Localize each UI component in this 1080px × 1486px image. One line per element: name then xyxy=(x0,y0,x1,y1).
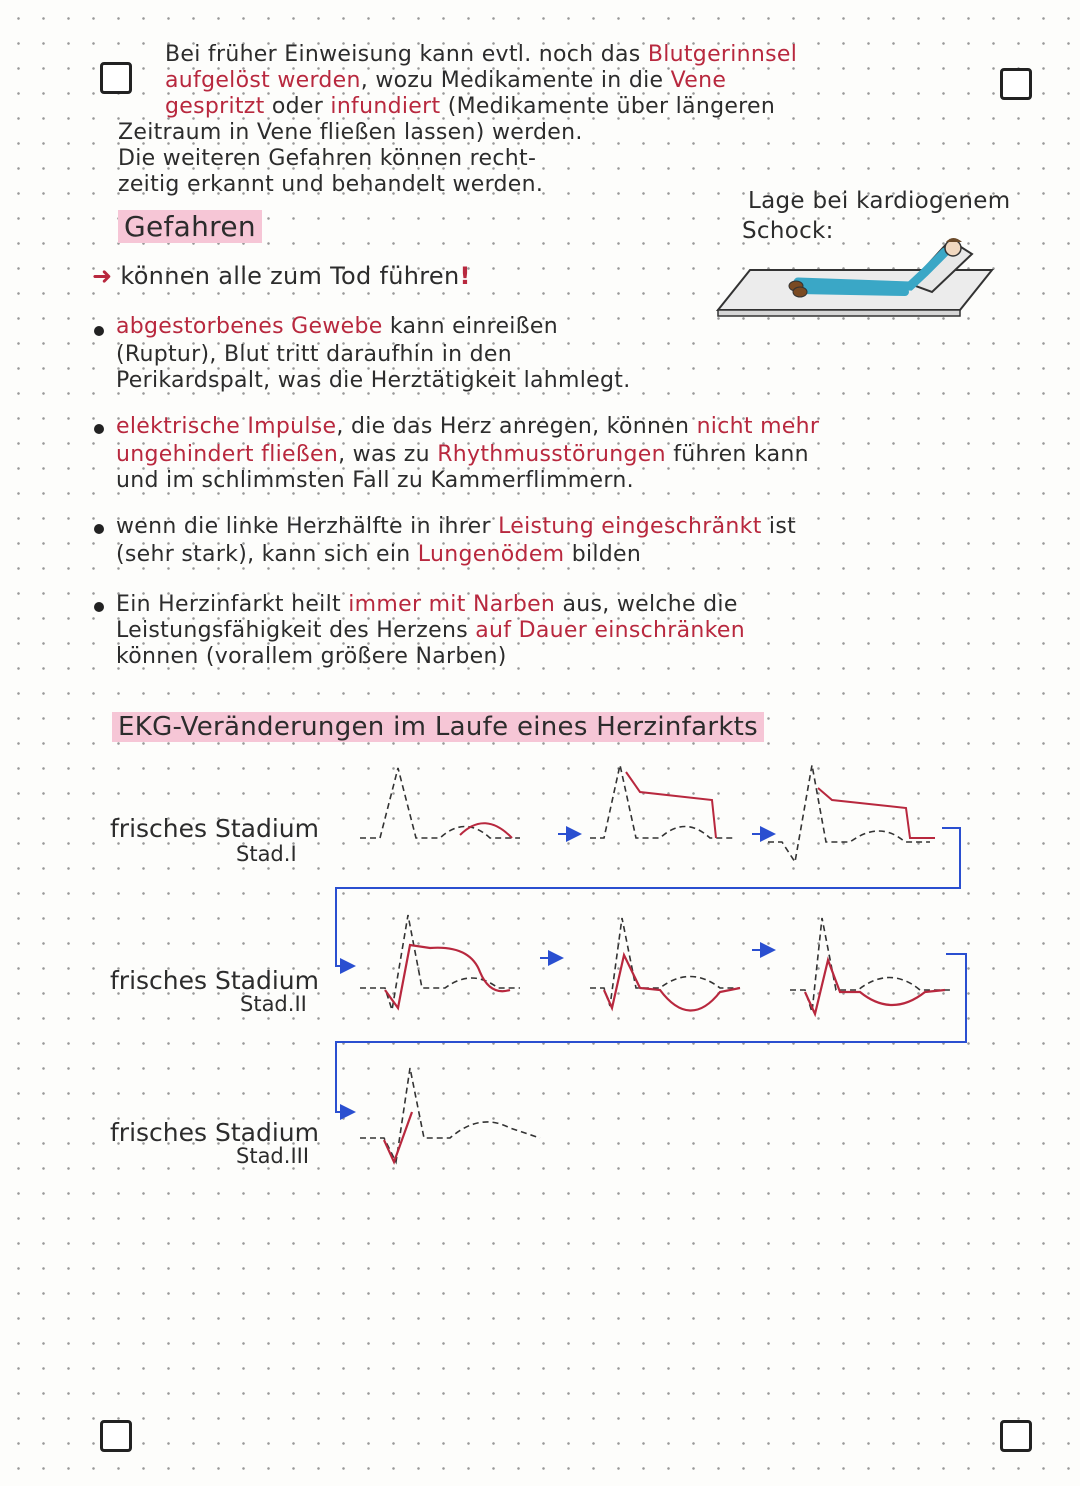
ekg-trace xyxy=(790,918,950,1012)
ekg-trace xyxy=(590,918,740,1006)
ekg-trace xyxy=(590,765,735,838)
text: aufgelöst werden xyxy=(165,68,361,93)
bullet-line xyxy=(116,592,738,617)
ekg-pathologic-wave xyxy=(604,955,740,1011)
stage-sub-label: Stad.II xyxy=(240,992,307,1016)
intro-line xyxy=(165,42,797,67)
text: Ein Herzinfarkt heilt xyxy=(116,592,341,617)
corner-icon-top-left xyxy=(100,62,132,94)
text: kann einreißen xyxy=(389,314,558,339)
ekg-heading xyxy=(112,712,764,742)
text: aus, welche die xyxy=(562,592,738,617)
bullet-dot xyxy=(94,602,104,612)
text: führen kann xyxy=(673,442,809,467)
text: Lungenödem xyxy=(417,542,565,567)
patient-illustration xyxy=(710,232,1000,327)
intro-line xyxy=(165,94,775,119)
text: Blutgerinnsel xyxy=(647,42,798,67)
bullet-dot xyxy=(94,524,104,534)
text: Rhythmusstörungen xyxy=(437,442,666,467)
text: Leistung eingeschränkt xyxy=(498,514,762,539)
corner-icon-top-right xyxy=(1000,68,1032,100)
bullet-line xyxy=(116,514,796,539)
dangers-subtitle xyxy=(92,262,471,290)
stage-sub-label: Stad.I xyxy=(236,842,297,866)
bullet-line xyxy=(116,442,809,467)
text: , was zu xyxy=(338,442,430,467)
text: elektrische Impulse xyxy=(116,414,337,439)
bullet-dot xyxy=(94,326,104,336)
ekg-trace xyxy=(360,915,520,1010)
bullet-line xyxy=(116,414,819,439)
dangers-heading xyxy=(118,210,262,243)
text: (sehr stark), kann sich ein xyxy=(116,542,411,567)
intro-line xyxy=(165,68,726,93)
stage-label: frisches Stadium xyxy=(110,1118,319,1147)
text: können alle zum Tod führen xyxy=(120,262,460,290)
dangers-heading-text: Gefahren xyxy=(118,210,262,243)
ekg-row-stage-3 xyxy=(360,1068,540,1162)
text: gespritzt xyxy=(165,94,265,119)
bullet-line: können (vorallem größere Narben) xyxy=(116,644,507,669)
stage-connector xyxy=(336,828,960,966)
intro-line: Zeitraum in Vene fließen lassen) werden. xyxy=(118,120,583,145)
ekg-pathologic-wave xyxy=(384,1112,412,1162)
shock-caption: Lage bei kardiogenem xyxy=(748,188,1011,214)
ekg-row-stage-2 xyxy=(360,915,950,1014)
bullet-line xyxy=(116,314,558,339)
ekg-st-elevation xyxy=(626,772,716,838)
text: Bei früher Einweisung kann evtl. noch das xyxy=(165,42,641,67)
text: ungehindert fließen xyxy=(116,442,339,467)
text: (Medikamente über längeren xyxy=(447,94,776,119)
corner-icon-bottom-right xyxy=(1000,1420,1032,1452)
ekg-heading-text: EKG-Veränderungen im Laufe eines Herzinfarkts xyxy=(112,712,764,742)
stage-label: frisches Stadium xyxy=(110,814,319,843)
text: abgestorbenes Gewebe xyxy=(116,314,383,339)
bullet-line: und im schlimmsten Fall zu Kammerflimmern. xyxy=(116,468,634,493)
text: ist xyxy=(768,514,797,539)
ekg-trace xyxy=(768,765,930,862)
bullet-dot xyxy=(94,424,104,434)
text: Leistungsfähigkeit des Herzens xyxy=(116,618,468,643)
intro-line: zeitig erkannt und behandelt werden. xyxy=(118,172,544,197)
text: infundiert xyxy=(330,94,441,119)
text: , die das Herz anregen, können xyxy=(336,414,690,439)
intro-line: Die weiteren Gefahren können recht- xyxy=(118,146,537,171)
text: auf Dauer einschränken xyxy=(475,618,745,643)
text: oder xyxy=(271,94,324,119)
exclamation-icon: ! xyxy=(459,262,471,290)
ekg-st-elevation xyxy=(818,788,935,838)
text: Vene xyxy=(670,68,727,93)
text: bilden xyxy=(571,542,642,567)
ekg-st-elevation xyxy=(460,823,512,838)
stage-sub-label: Stad.III xyxy=(236,1144,310,1168)
bullet-line xyxy=(116,618,745,643)
corner-icon-bottom-left xyxy=(100,1420,132,1452)
stage-label: frisches Stadium xyxy=(110,966,319,995)
ekg-pathologic-wave xyxy=(385,945,510,1008)
ekg-trace xyxy=(360,768,520,838)
stage-connector xyxy=(336,954,966,1112)
shock-caption: Schock: xyxy=(742,218,834,244)
bullet-line: Perikardspalt, was die Herztätigkeit lahmlegt. xyxy=(116,368,631,393)
arrow-right-icon: ➜ xyxy=(92,262,113,290)
bullet-line: (Ruptur), Blut tritt daraufhin in den xyxy=(116,342,513,367)
text: wenn die linke Herzhälfte in ihrer xyxy=(116,514,491,539)
text: nicht mehr xyxy=(696,414,820,439)
ekg-row-stage-1 xyxy=(360,765,935,862)
text: , wozu Medikamente in die xyxy=(360,68,664,93)
ekg-trace xyxy=(360,1068,540,1162)
text: immer mit Narben xyxy=(348,592,556,617)
bullet-line xyxy=(116,542,641,567)
ekg-pathologic-wave xyxy=(805,960,945,1014)
